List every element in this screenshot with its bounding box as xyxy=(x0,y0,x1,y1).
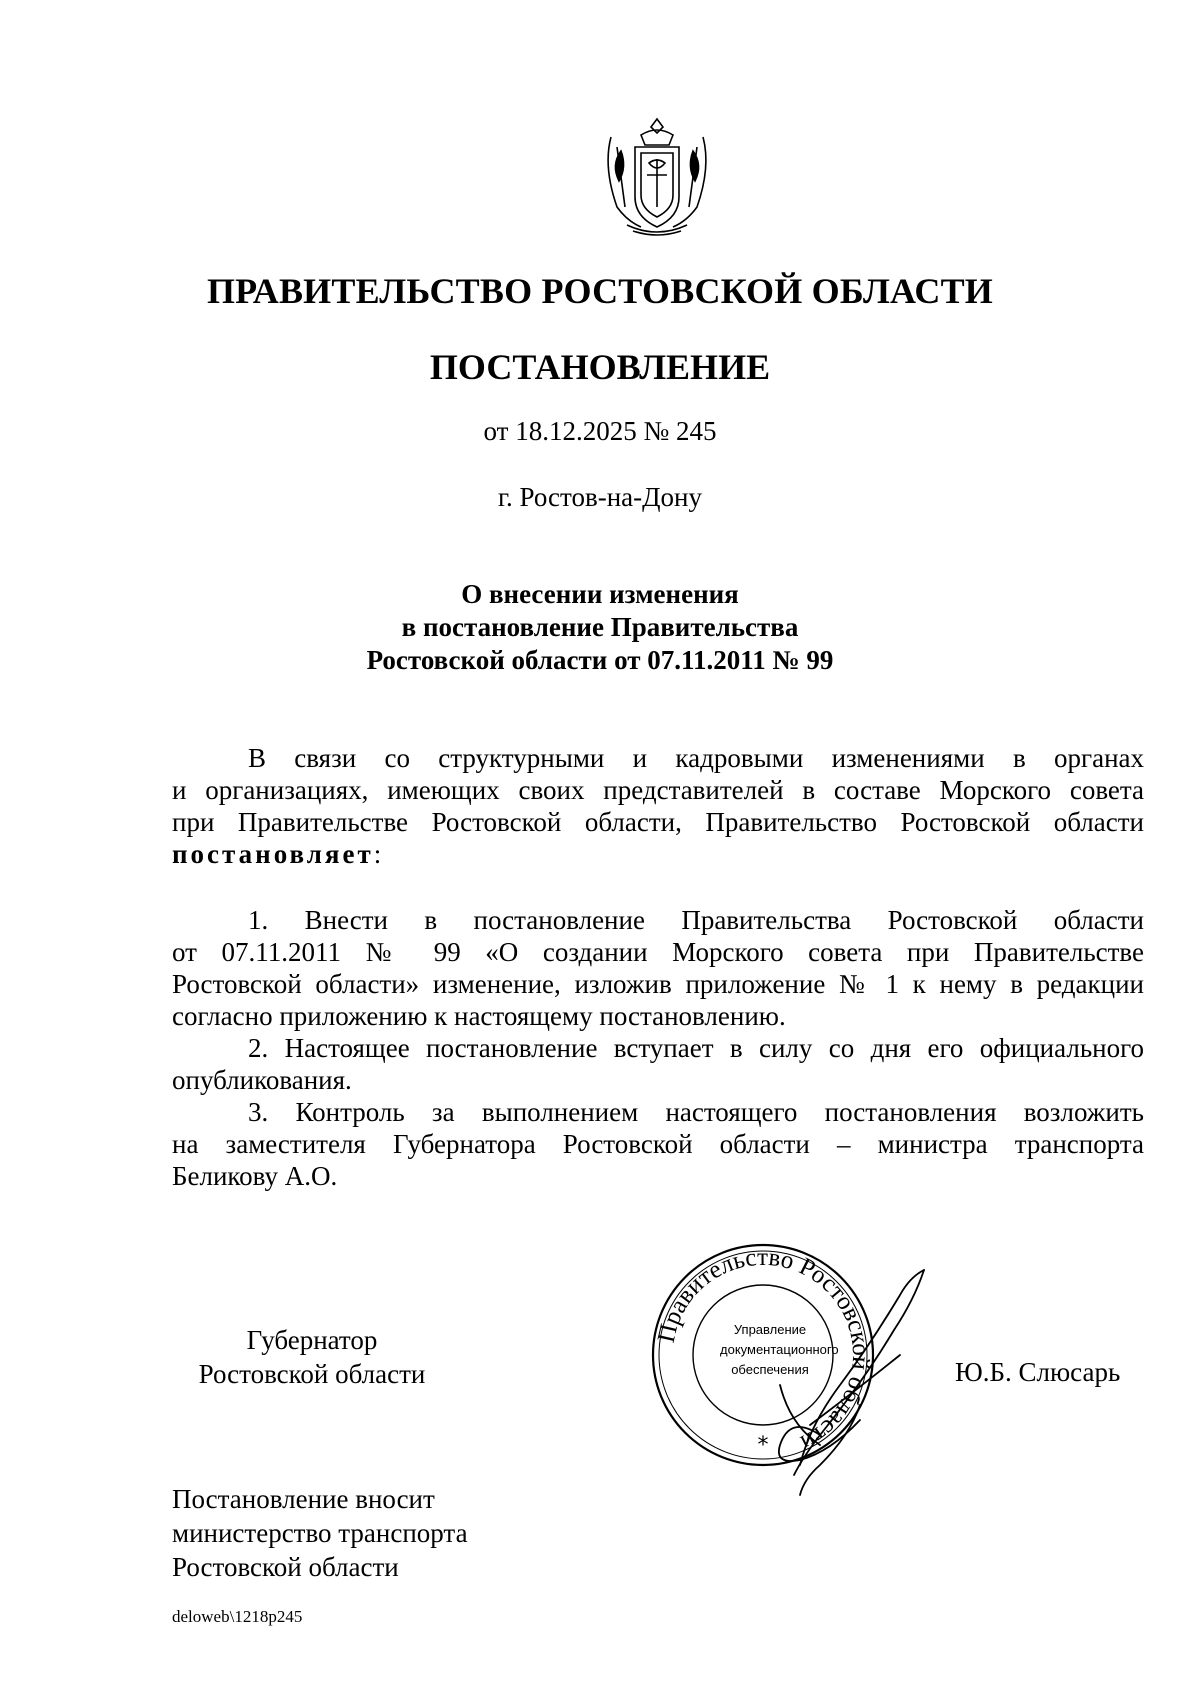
item-1-line: 1. Внести в постановление Правительства Ростовской области xyxy=(248,905,1144,935)
file-code: deloweb\1218p245 xyxy=(172,1607,303,1626)
item-2-line: опубликования. xyxy=(172,1065,352,1095)
date-and-number: от 18.12.2025 № 245 xyxy=(483,416,717,446)
seal-inner-line: Управление xyxy=(733,1322,807,1337)
item-1-line: Ростовской области» изменение, изложив приложение № 1 к нему в редакции xyxy=(172,969,1144,999)
city: г. Ростов-на-Дону xyxy=(497,482,702,512)
signatory-position xyxy=(172,1323,452,1391)
decree-items xyxy=(172,904,1144,1192)
preamble-line: при Правительстве Ростовской области, Правительство Ростовской области xyxy=(172,807,1144,837)
seal-ring-text: Правительство Ростовской области xyxy=(652,1243,875,1457)
signatory-name: Ю.Б. Слюсарь xyxy=(955,1357,1121,1387)
document-title xyxy=(0,578,1200,677)
title-line: в постановление Правительства xyxy=(401,612,799,642)
submitter-line: министерство транспорта xyxy=(172,1518,468,1548)
seal-star: * xyxy=(757,1433,769,1458)
item-3-line: Беликову А.О. xyxy=(172,1161,338,1191)
submitted-by xyxy=(172,1482,468,1584)
preamble xyxy=(172,742,1144,870)
title-line: Ростовской области от 07.11.2011 № 99 xyxy=(366,645,834,675)
preamble-line: и организациях, имеющих своих представителей в составе Морского совета xyxy=(172,775,1144,805)
seal-inner-line: обеспечения xyxy=(731,1362,809,1377)
submitter-line: Постановление вносит xyxy=(172,1484,435,1514)
item-3-line: 3. Контроль за выполнением настоящего постановления возложить xyxy=(248,1097,1144,1127)
item-1-line: согласно приложению к настоящему постановлению. xyxy=(172,1001,786,1031)
position-line: Губернатор xyxy=(246,1325,378,1355)
decree-colon: : xyxy=(373,839,382,869)
preamble-decree-line xyxy=(172,838,1144,870)
decree-word: постановляет xyxy=(172,839,374,869)
government-name: ПРАВИТЕЛЬСТВО РОСТОВСКОЙ ОБЛАСТИ xyxy=(206,271,994,311)
document-type: ПОСТАНОВЛЕНИЕ xyxy=(429,347,771,387)
coat-of-arms-icon xyxy=(597,117,717,239)
seal-inner-line: документационного xyxy=(720,1342,839,1357)
title-line: О внесении изменения xyxy=(461,579,739,609)
position-line: Ростовской области xyxy=(198,1359,426,1389)
item-1-line: от 07.11.2011 № 99 «О создании Морского совета при Правительстве xyxy=(172,937,1144,967)
item-3-line: на заместителя Губернатора Ростовской области – министра транспорта xyxy=(172,1129,1144,1159)
handwritten-signature-icon xyxy=(740,1265,990,1505)
item-2-line: 2. Настоящее постановление вступает в силу со дня его официального xyxy=(248,1033,1144,1063)
preamble-line: В связи со структурными и кадровыми изменениями в органах xyxy=(248,743,1144,773)
submitter-line: Ростовской области xyxy=(172,1552,399,1582)
